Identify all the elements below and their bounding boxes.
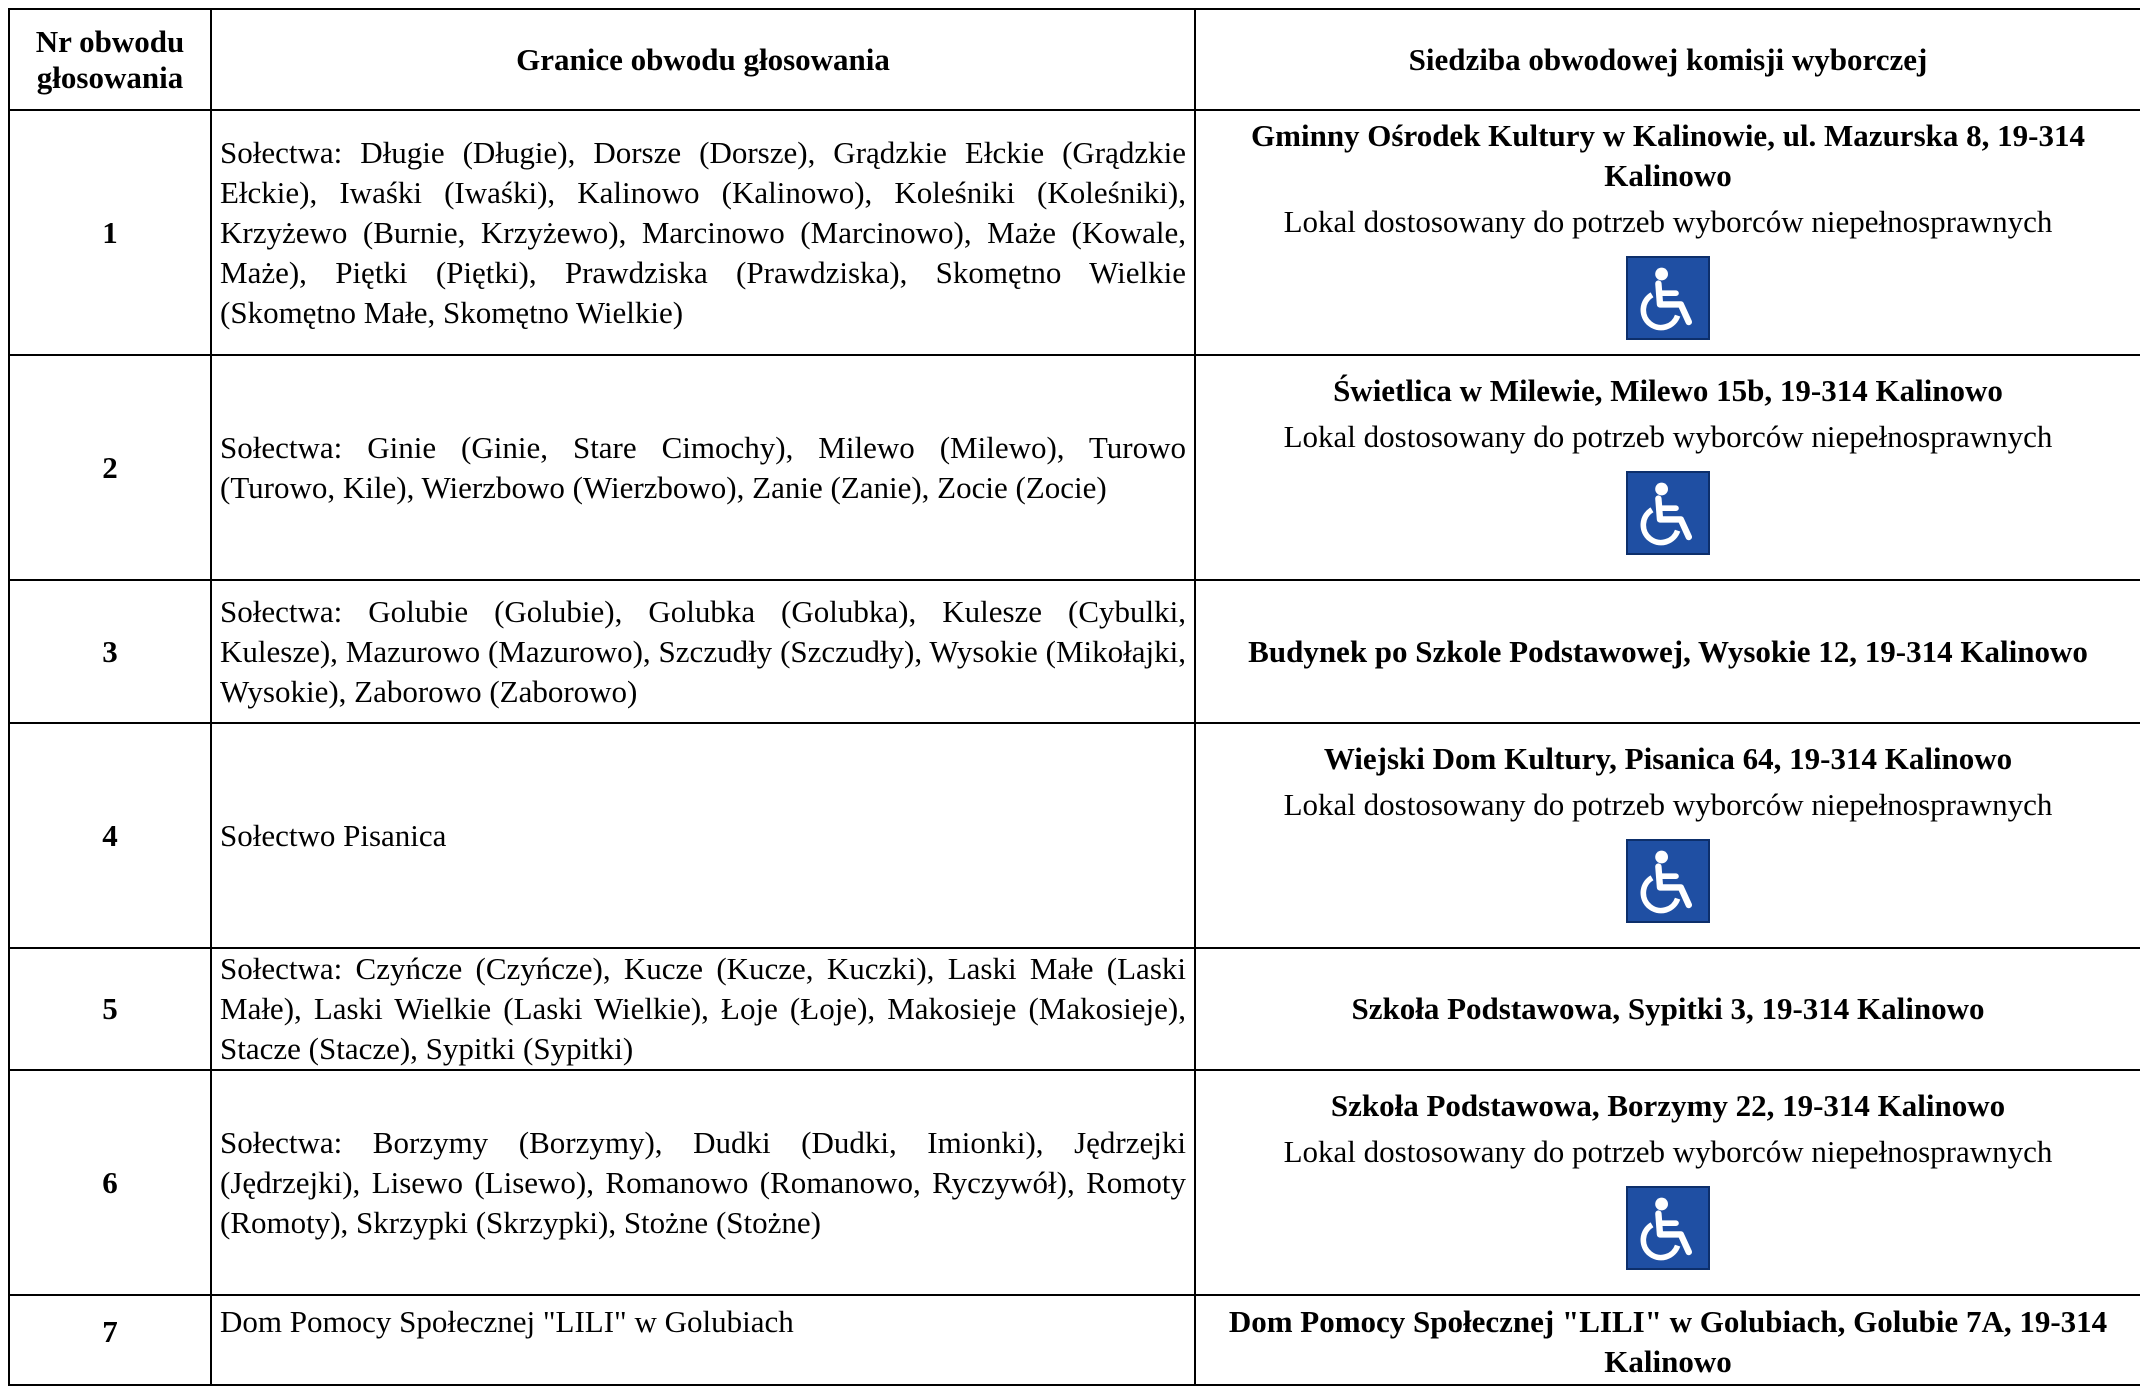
commission-seat [1195, 1295, 2140, 1385]
table-row [9, 948, 2140, 1070]
district-number: 2 [9, 355, 211, 580]
district-boundaries: Sołectwo Pisanica [211, 723, 1195, 948]
district-boundaries: Dom Pomocy Społecznej "LILI" w Golubiach [211, 1295, 1195, 1385]
commission-seat [1195, 580, 2140, 723]
table-header-row [9, 9, 2140, 110]
seat-address: Szkoła Podstawowa, Sypitki 3, 19-314 Kalinowo [1351, 991, 1985, 1026]
district-boundaries: Sołectwa: Czyńcze (Czyńcze), Kucze (Kucze, Kuczki), Laski Małe (Laski Małe), Laski Wielkie (Laski Wielkie), Łoje (Łoje), Makosieje (Makosieje), Stacze (Stacze), Sypitki (Sypitki) [211, 948, 1195, 1070]
table-row [9, 1070, 2140, 1295]
district-boundaries: Sołectwa: Długie (Długie), Dorsze (Dorsze), Grądzkie Ełckie (Grądzkie Ełckie), Iwaśki (Iwaśki), Kalinowo (Kalinowo), Koleśniki (Koleśniki), Krzyżewo (Burnie, Krzyżewo), Marcinowo (Marcinowo), Maże (Kowale, Maże), Piętki (Piętki), Prawdziska (Prawdziska), Skomętno Wielkie (Skomętno Małe, Skomętno Wielkie) [211, 110, 1195, 355]
polling-districts-table [8, 8, 2140, 1386]
commission-seat [1195, 948, 2140, 1070]
accessibility-note: Lokal dostosowany do potrzeb wyborców niepełnosprawnych [1283, 1133, 2053, 1169]
accessibility-note: Lokal dostosowany do potrzeb wyborców niepełnosprawnych [1283, 786, 2053, 822]
district-boundaries: Sołectwa: Borzymy (Borzymy), Dudki (Dudki, Imionki), Jędrzejki (Jędrzejki), Lisewo (Lisewo), Romanowo (Romanowo, Ryczywół), Romoty (Romoty), Skrzypki (Skrzypki), Stożne (Stożne) [211, 1070, 1195, 1295]
commission-seat [1195, 1070, 2140, 1295]
district-number: 7 [9, 1295, 211, 1385]
wheelchair-accessibility-icon [1626, 1186, 1710, 1270]
district-number: 3 [9, 580, 211, 723]
seat-address: Wiejski Dom Kultury, Pisanica 64, 19-314 Kalinowo [1323, 740, 2013, 776]
commission-seat [1195, 110, 2140, 355]
wheelchair-accessibility-icon [1626, 256, 1710, 340]
district-number: 1 [9, 110, 211, 355]
district-number: 6 [9, 1070, 211, 1295]
district-boundaries: Sołectwa: Ginie (Ginie, Stare Cimochy), Milewo (Milewo), Turowo (Turowo, Kile), Wierzbowo (Wierzbowo), Zanie (Zanie), Zocie (Zocie) [211, 355, 1195, 580]
header-district-number: Nr obwodu głosowania [9, 9, 211, 110]
wheelchair-accessibility-icon [1626, 471, 1710, 555]
seat-address: Świetlica w Milewie, Milewo 15b, 19-314 Kalinowo [1333, 372, 2003, 408]
accessibility-note: Lokal dostosowany do potrzeb wyborców niepełnosprawnych [1283, 418, 2053, 454]
seat-address: Szkoła Podstawowa, Borzymy 22, 19-314 Kalinowo [1330, 1087, 2006, 1123]
seat-address: Budynek po Szkole Podstawowej, Wysokie 12, 19-314 Kalinowo [1248, 633, 2088, 669]
table-row [9, 723, 2140, 948]
district-number: 5 [9, 948, 211, 1070]
wheelchair-accessibility-icon [1626, 839, 1710, 923]
table-row [9, 110, 2140, 355]
table-row [9, 355, 2140, 580]
seat-address: Gminny Ośrodek Kultury w Kalinowie, ul. Mazurska 8, 19-314 Kalinowo [1251, 117, 2085, 193]
commission-seat [1195, 355, 2140, 580]
commission-seat [1195, 723, 2140, 948]
seat-address: Dom Pomocy Społecznej "LILI" w Golubiach, Golubie 7A, 19-314 Kalinowo [1228, 1304, 2108, 1379]
district-number: 4 [9, 723, 211, 948]
header-district-boundaries: Granice obwodu głosowania [211, 9, 1195, 110]
table-row [9, 580, 2140, 723]
header-commission-seat: Siedziba obwodowej komisji wyborczej [1195, 9, 2140, 110]
table-row [9, 1295, 2140, 1385]
district-boundaries: Sołectwa: Golubie (Golubie), Golubka (Golubka), Kulesze (Cybulki, Kulesze), Mazurowo (Mazurowo), Szczudły (Szczudły), Wysokie (Mikołajki, Wysokie), Zaborowo (Zaborowo) [211, 580, 1195, 723]
accessibility-note: Lokal dostosowany do potrzeb wyborców niepełnosprawnych [1283, 203, 2053, 239]
